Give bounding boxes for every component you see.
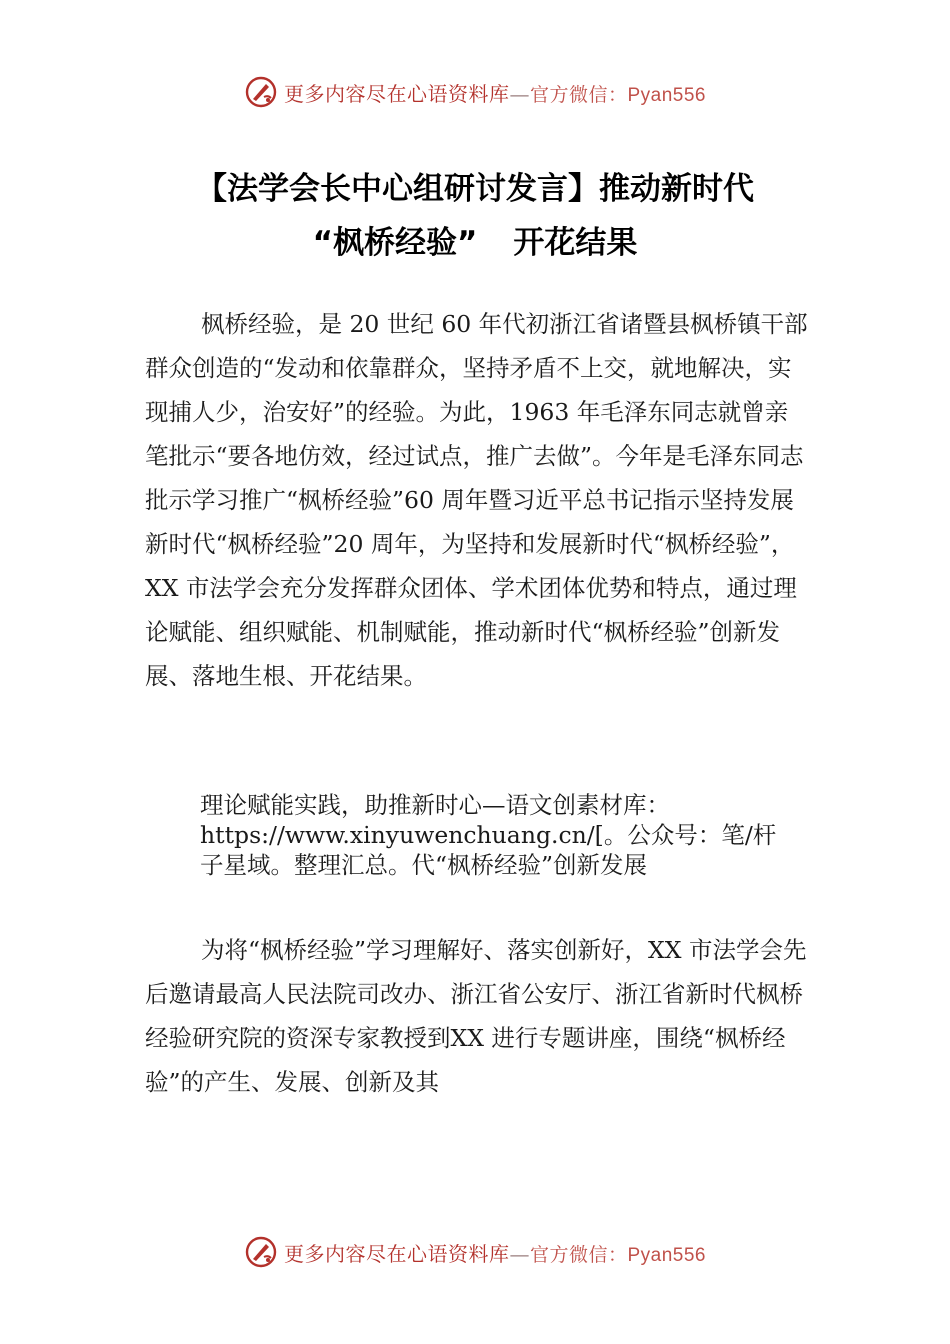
title-line-1: 【法学会长中心组研讨发言】推动新时代	[196, 171, 754, 207]
banner-separator: —	[509, 1241, 530, 1266]
title-line-2	[0, 216, 950, 270]
banner-contact: 官方微信：Pyan556	[529, 84, 706, 106]
banner-separator: —	[509, 81, 530, 106]
banner-contact: 官方微信：Pyan556	[529, 1244, 706, 1266]
banner-brand: 更多内容尽在心语资料库	[283, 1241, 510, 1266]
pen-seal-icon	[244, 1235, 278, 1269]
note-line-3: 子星域。整理汇总。代“枫桥经验”创新发展	[200, 851, 648, 879]
note-line-2: https://www.xinyuwenchuang.cn/[。公众号：笔/杆	[200, 821, 777, 849]
pen-seal-icon	[244, 75, 278, 109]
footer-banner	[0, 1232, 950, 1272]
document-title	[0, 162, 950, 270]
body-paragraph-2: 为将“枫桥经验”学习理解好、落实创新好，XX 市法学会先后邀请最高人民法院司改办、浙江省公安厅、浙江省新时代枫桥经验研究院的资深专家教授到XX 进行专题讲座，围绕“枫桥经验”的产生、发展、创新及其	[145, 936, 807, 1096]
inserted-note	[200, 790, 825, 880]
title-line-2-rest: 开花结果	[513, 225, 638, 261]
banner-text	[284, 1238, 706, 1267]
banner-text	[284, 78, 706, 107]
body-paragraph-1: 枫桥经验，是 20 世纪 60 年代初浙江省诸暨县枫桥镇干部群众创造的“发动和依靠群众，坚持矛盾不上交，就地解决，实现捕人少，治安好”的经验。为此，1963 年毛泽东同志就曾亲笔批示“要各地仿效，经过试点，推广去做”。今年是毛泽东同志批示学习推广“枫桥经验”60 周年暨习近平总书记指示坚持发展新时代“枫桥经验”20 周年，为坚持和发展新时代“枫桥经验”，XX 市法学会充分发挥群众团体、学术团体优势和特点，通过理论赋能、组织赋能、机制赋能，推动新时代“枫桥经验”创新发展、落地生根、开花结果。	[145, 310, 808, 690]
note-line-1: 理论赋能实践，助推新时心—语文创素材库：	[200, 791, 670, 819]
header-banner	[0, 72, 950, 112]
title-line-2-quote: “枫桥经验”	[312, 225, 478, 261]
banner-brand: 更多内容尽在心语资料库	[283, 81, 510, 106]
